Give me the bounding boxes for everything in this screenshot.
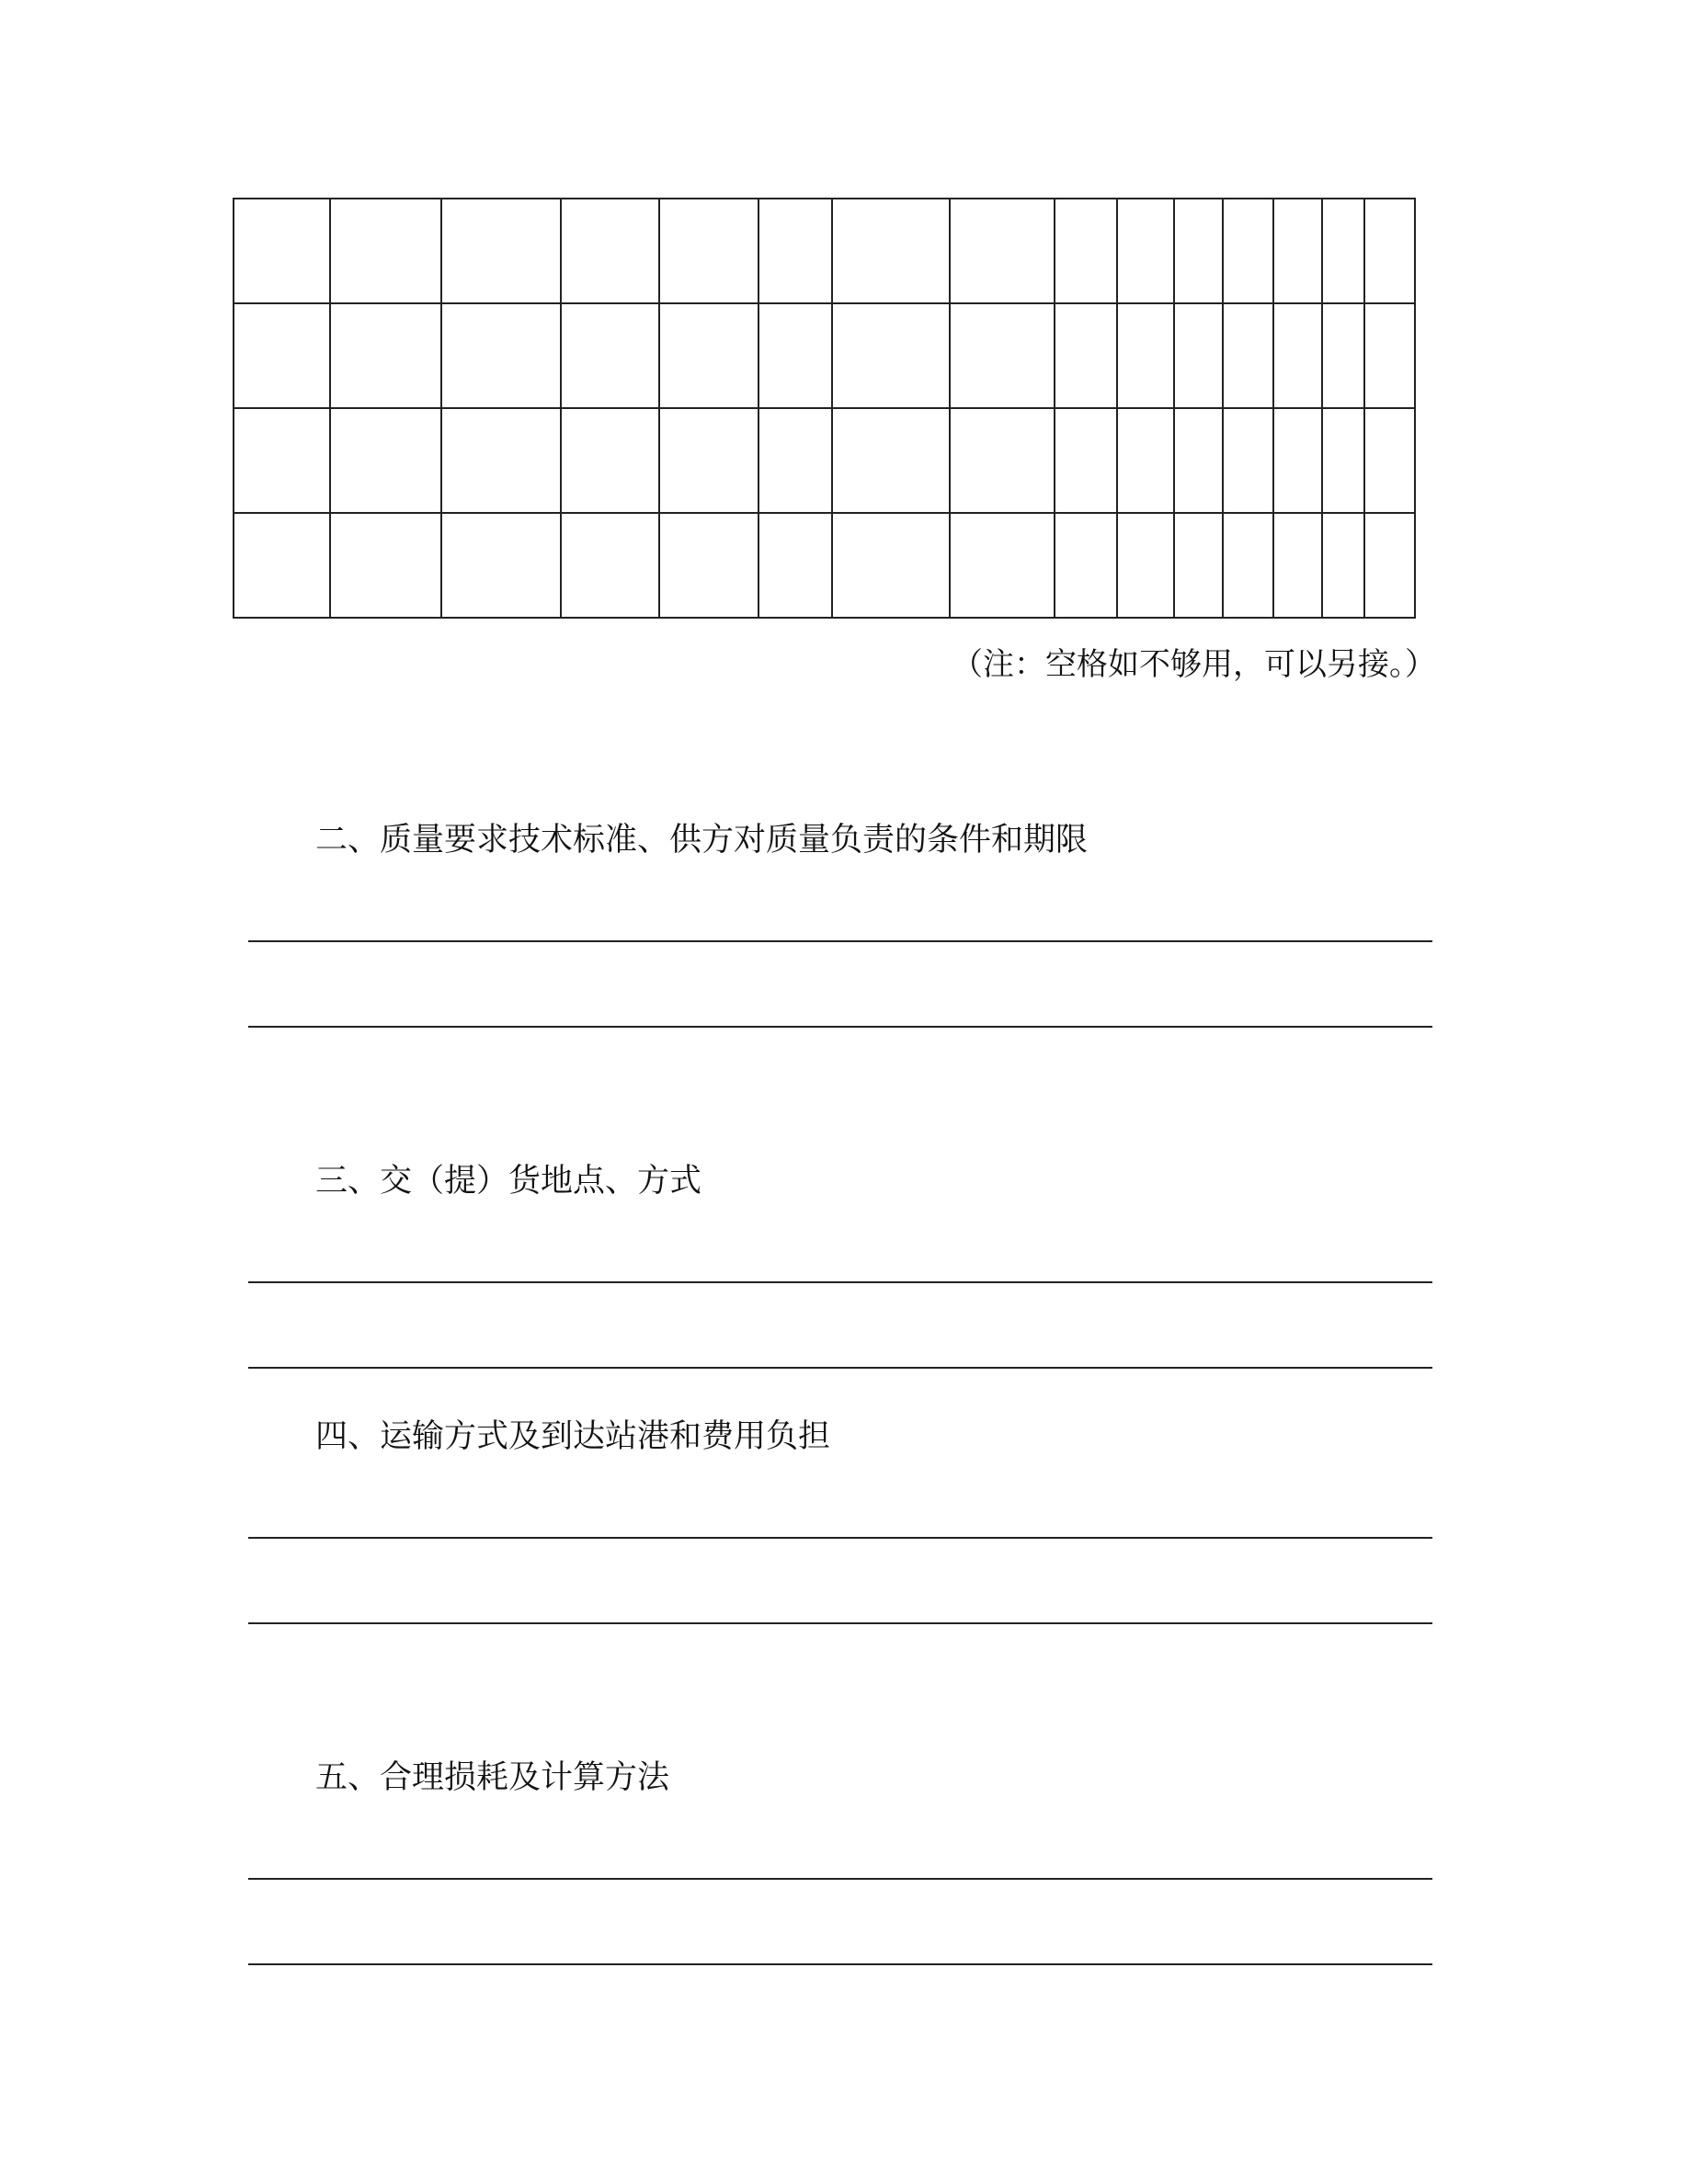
table-row	[234, 199, 1415, 303]
blank-product-table	[233, 198, 1416, 619]
table-cell[interactable]	[659, 513, 758, 618]
table-cell[interactable]	[1322, 199, 1364, 303]
blank-line[interactable]	[248, 1878, 1432, 1880]
table-cell[interactable]	[1273, 303, 1322, 408]
section-heading-quality: 二、质量要求技术标准、供方对质量负责的条件和期限	[315, 822, 1089, 859]
table-cell[interactable]	[1223, 199, 1273, 303]
table-cell[interactable]	[1273, 408, 1322, 513]
table-cell[interactable]	[950, 513, 1055, 618]
table-cell[interactable]	[659, 199, 758, 303]
table-cell[interactable]	[1223, 303, 1273, 408]
table-cell[interactable]	[950, 199, 1055, 303]
table-cell[interactable]	[832, 513, 950, 618]
table-row	[234, 513, 1415, 618]
table-cell[interactable]	[1117, 199, 1174, 303]
table-cell[interactable]	[441, 408, 561, 513]
table-cell[interactable]	[1117, 303, 1174, 408]
blank-line[interactable]	[248, 1367, 1432, 1369]
table-row	[234, 408, 1415, 513]
table-cell[interactable]	[832, 199, 950, 303]
blank-line[interactable]	[248, 940, 1432, 942]
blank-line[interactable]	[248, 1622, 1432, 1624]
table-cell[interactable]	[1174, 513, 1223, 618]
table-cell[interactable]	[1174, 408, 1223, 513]
table-cell[interactable]	[950, 408, 1055, 513]
table-cell[interactable]	[234, 303, 330, 408]
table-cell[interactable]	[659, 303, 758, 408]
section-heading-delivery: 三、交（提）货地点、方式	[315, 1163, 702, 1200]
table-cell[interactable]	[1055, 408, 1117, 513]
section-heading-transport: 四、运输方式及到达站港和费用负担	[315, 1418, 831, 1455]
table-cell[interactable]	[758, 408, 832, 513]
table-cell[interactable]	[1174, 199, 1223, 303]
table-cell[interactable]	[1223, 408, 1273, 513]
blank-line[interactable]	[248, 1026, 1432, 1028]
table-cell[interactable]	[330, 303, 441, 408]
table-cell[interactable]	[330, 408, 441, 513]
table-cell[interactable]	[1055, 303, 1117, 408]
table-cell[interactable]	[1174, 303, 1223, 408]
table-cell[interactable]	[758, 199, 832, 303]
table-cell[interactable]	[1273, 199, 1322, 303]
table-body	[234, 199, 1415, 618]
table-cell[interactable]	[441, 513, 561, 618]
table-cell[interactable]	[1364, 303, 1415, 408]
table-note: （注：空格如不够用，可以另接。）	[952, 646, 1436, 683]
table-cell[interactable]	[758, 303, 832, 408]
table-cell[interactable]	[1273, 513, 1322, 618]
table-cell[interactable]	[330, 513, 441, 618]
table-cell[interactable]	[1364, 408, 1415, 513]
table-cell[interactable]	[561, 303, 659, 408]
table-cell[interactable]	[1364, 513, 1415, 618]
table-cell[interactable]	[659, 408, 758, 513]
table-cell[interactable]	[1322, 303, 1364, 408]
table-row	[234, 303, 1415, 408]
table-cell[interactable]	[1055, 513, 1117, 618]
blank-line[interactable]	[248, 1537, 1432, 1539]
table-cell[interactable]	[832, 303, 950, 408]
table-cell[interactable]	[1364, 199, 1415, 303]
table-cell[interactable]	[441, 199, 561, 303]
table-cell[interactable]	[950, 303, 1055, 408]
table-cell[interactable]	[1055, 199, 1117, 303]
table-cell[interactable]	[758, 513, 832, 618]
table-cell[interactable]	[234, 199, 330, 303]
table-cell[interactable]	[1322, 513, 1364, 618]
table-cell[interactable]	[330, 199, 441, 303]
blank-line[interactable]	[248, 1281, 1432, 1283]
table-cell[interactable]	[832, 408, 950, 513]
table-cell[interactable]	[1322, 408, 1364, 513]
table-cell[interactable]	[234, 408, 330, 513]
table-cell[interactable]	[1117, 408, 1174, 513]
table-cell[interactable]	[561, 513, 659, 618]
blank-line[interactable]	[248, 1963, 1432, 1965]
table-cell[interactable]	[441, 303, 561, 408]
table-cell[interactable]	[1223, 513, 1273, 618]
table-cell[interactable]	[234, 513, 330, 618]
section-heading-loss: 五、合理损耗及计算方法	[315, 1759, 670, 1796]
table-cell[interactable]	[561, 199, 659, 303]
table-cell[interactable]	[1117, 513, 1174, 618]
table-cell[interactable]	[561, 408, 659, 513]
